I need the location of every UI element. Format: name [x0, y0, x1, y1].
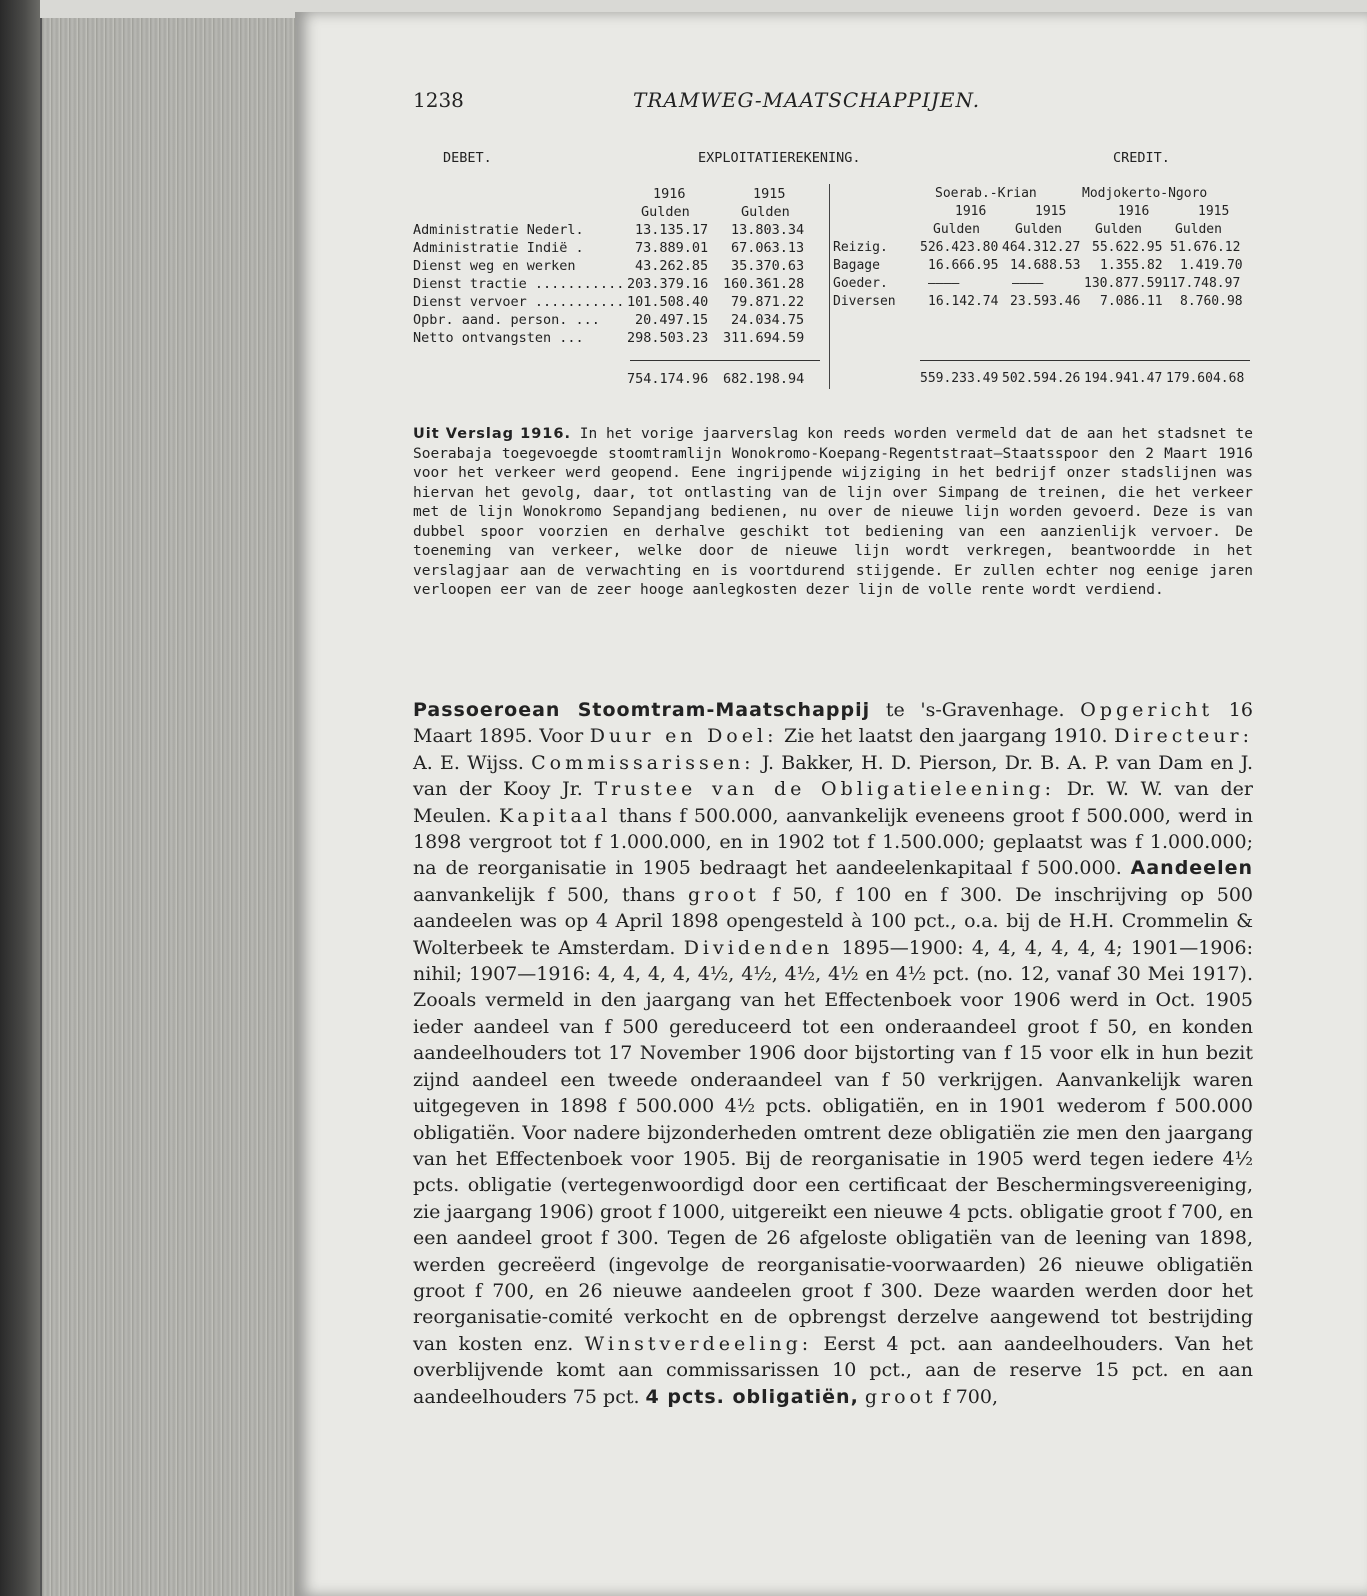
credit-unit: Gulden: [933, 222, 980, 237]
credit-value: 16.142.74: [928, 294, 999, 309]
credit-row: [830, 293, 1250, 311]
book-spine-edge: [0, 0, 40, 1596]
credit-heading: CREDIT.: [1113, 150, 1170, 166]
debet-value: 67.063.13: [731, 240, 805, 256]
report-text: In het vorige jaarverslag kon reeds worden vermeld dat de aan het stadsnet te Soerabaja toegevoegde stoomtramlijn Wonokromo-Koepang-Regentstraat—Staatsspoor den 2 Maart 1916 voor het verkeer werd geopend. Eene ingrijpende wijziging in het bedrijf onzer stadslijnen was hiervan het gevolg, daar, tot ontlasting van de lijn over Simpang de treinen, die het verkeer met de lijn Wonokromo Sepandjang bedienen, nu over de nieuwe lijn worden gevoerd. Deze is van dubbel spoor voorzien en derhalve geschikt tot bediening van een aanzienlijk vervoer. De toeneming van verkeer, welke door de nieuwe lijn wordt verkregen, beantwoordde in het verslagjaar aan de verwachting en is voortdurend stijgende. Er zullen echter nog eenige jaren verloopen eer van de zeer hooge aanlegkosten dezer lijn de volle rente wordt verdiend.: [413, 426, 1253, 598]
entry-text: 16 Maart 1895. Voor: [413, 699, 1253, 748]
debet-value: 24.034.75: [731, 312, 805, 328]
debet-label: Opbr. aand. person. ...: [413, 312, 600, 328]
credit-total-row: [830, 370, 1250, 388]
credit-unit: Gulden: [1095, 222, 1142, 237]
credit-table: [830, 185, 1250, 311]
credit-unit: Gulden: [1015, 222, 1062, 237]
debet-year: 1916: [653, 186, 686, 202]
credit-label: Goeder.: [833, 276, 888, 291]
entry-text: aanvankelijk f 500, thans: [413, 883, 689, 906]
entry-keyword: Trustee van de Obligatieleening:: [594, 778, 1056, 801]
debet-value: 311.694.59: [723, 330, 805, 346]
credit-value: 1.419.70: [1180, 258, 1243, 273]
credit-total: 559.233.49: [920, 371, 999, 386]
debet-label: Netto ontvangsten ...: [413, 330, 584, 346]
credit-label: Diversen: [833, 294, 896, 309]
entry-keyword: Winstverdeeling:: [584, 1332, 813, 1355]
credit-label: Bagage: [833, 258, 880, 273]
entry-keyword: Opgericht: [1080, 699, 1214, 721]
entry-text: Zie het laatst den jaargang 1910.: [777, 725, 1115, 748]
debet-row: [413, 329, 820, 347]
debet-label: Dienst vervoer ...........: [413, 294, 625, 310]
debet-unit: Gulden: [741, 204, 790, 220]
debet-value: 20.497.15: [635, 312, 709, 328]
debet-value: 43.262.85: [635, 258, 709, 274]
debet-value: 35.370.63: [731, 258, 805, 274]
entry-keyword: Duur en Doel:: [589, 725, 778, 748]
debet-total: 754.174.96: [627, 371, 709, 387]
credit-value: 130.877.59: [1084, 276, 1163, 291]
credit-value: 464.312.27: [1002, 240, 1081, 255]
debet-row: [413, 311, 820, 329]
credit-value: 16.666.95: [928, 258, 999, 273]
entry-keyword: Directeur:: [1114, 725, 1253, 748]
credit-year-row: [830, 203, 1250, 221]
debet-row: [413, 293, 820, 311]
entry-text: 1895—1900: 4, 4, 4, 4, 4, 4; 1901—1906: nihil; 1907—1916: 4, 4, 4, 4, 4½, 4½, 4½, 4½ en 4½ pct. (no. 12, vanaf 30 Mei 1917). Zooals vermeld in den jaargang van het Effectenboek voor 1906 werd in Oct. 1905 ieder aandeel van f 500 gereduceerd tot een onderaandeel groot f 50, en konden aandeelhouders tot 17 November 1906 door bijstorting van f 15 voor elk in hun bezit zijnd aandeel een tweede onderaandeel van f 50 verkrijgen. Aanvankelijk waren uitgegeven in 1898 f 500.000 4½ pcts. obligatiën, en in 1901 wederom f 500.000 obligatiën. Voor nadere bijzonderheden omtrent deze obligatiën zie men den jaargang van het Effectenboek voor 1905. Bij de reorganisatie in 1905 werd tegen iedere 4½ pcts. obligatie (vertegenwoordigd door een certificaat der Beschermingsvereeniging, zie jaargang 1906) groot f 1000, uitgereikt een nieuwe 4 pcts. obligatie groot f 700, en een aandeel groot f 300. Tegen de 26 afgeloste obligatiën van de leening van 1898, werden gecreëerd (ingevolge de reorganisatie-voorwaarden) 26 nieuwe obligatiën groot f 700, en 26 nieuwe aandeelen groot f 300. Deze waarden werden door het reorganisatie-comité verkocht en de opbrengst derzelve aangewend tot bestrijding van kosten enz.: [413, 936, 1253, 1355]
credit-year: 1916: [1118, 204, 1150, 219]
credit-value: 526.423.80: [920, 240, 999, 255]
entry-text: A. E. Wijss.: [413, 751, 532, 774]
credit-total: 502.594.26: [1002, 371, 1081, 386]
credit-totals: [830, 370, 1250, 388]
debet-value: 298.503.23: [627, 330, 709, 346]
page-number: 1238: [413, 88, 464, 112]
entry-text: f 700,: [936, 1385, 999, 1408]
credit-value: ————: [1012, 276, 1044, 291]
entry-bold-keyword: Aandeelen: [1130, 857, 1253, 880]
debet-value: 203.379.16: [627, 276, 709, 292]
page-stack: [40, 18, 297, 1596]
credit-sum-rule: [920, 360, 1250, 361]
credit-value: 8.760.98: [1180, 294, 1243, 309]
entry-keyword: groot: [688, 883, 760, 906]
credit-label: Reizig.: [833, 240, 888, 255]
debet-value: 13.803.34: [731, 222, 805, 238]
debet-label: Administratie Indië .: [413, 240, 584, 256]
credit-row: [830, 239, 1250, 257]
credit-year: 1916: [955, 204, 987, 219]
entry-text: f 50, f 100 en f 300. De inschrijving op 500 aandeelen was op 4 April 1898 opengesteld à 100 pct., o.a. bij de H.H. Crommelin & Wolterbeek te Amsterdam.: [413, 883, 1253, 959]
credit-value: 51.676.12: [1170, 240, 1241, 255]
credit-year: 1915: [1198, 204, 1230, 219]
entry-text: Eerst 4 pct. aan aandeelhouders. Van het overblijvende komt aan commissarissen 10 pct., aan de reserve 15 pct. en aan aandeelhouders 75 pct.: [413, 1332, 1253, 1408]
debet-unit-row: [413, 203, 820, 221]
entry-keyword: Kapitaal: [499, 804, 612, 827]
debet-label: Dienst weg en werken: [413, 258, 576, 274]
credit-total: 179.604.68: [1166, 371, 1245, 386]
credit-value: ————: [928, 276, 960, 291]
entry-text: J. Bakker, H. D. Pierson, Dr. B. A. P. van Dam en J. van der Kooy Jr.: [413, 751, 1253, 801]
credit-value: 23.593.46: [1010, 294, 1081, 309]
annual-report-excerpt: [413, 425, 1253, 601]
debet-year: 1915: [753, 186, 786, 202]
debet-totals: [413, 370, 820, 388]
debet-row: [413, 221, 820, 239]
debet-row: [413, 257, 820, 275]
credit-value: 1.355.82: [1100, 258, 1163, 273]
debet-heading: DEBET.: [443, 150, 492, 166]
entry-keyword: Commissarissen:: [531, 751, 755, 774]
debet-total: 682.198.94: [723, 371, 805, 387]
credit-group-title: Soerab.-Krian: [935, 186, 1037, 201]
running-title: TRAMWEG-MAATSCHAPPIJEN.: [633, 88, 981, 112]
debet-row: [413, 275, 820, 293]
credit-value: 117.748.97: [1162, 276, 1241, 291]
debet-table: [413, 185, 820, 347]
entry-bold-keyword: 4 pcts. obligatiën,: [645, 1385, 859, 1408]
credit-row: [830, 275, 1250, 293]
entry-text: te 's-Gravenhage.: [870, 699, 1081, 721]
debet-value: 101.508.40: [627, 294, 709, 310]
page-header: [413, 88, 1243, 118]
entry-keyword: Dividenden: [683, 936, 834, 959]
debet-value: 13.135.17: [635, 222, 709, 238]
entry-text: Dr. W. W. van der Meulen.: [413, 778, 1253, 827]
credit-unit-row: [830, 221, 1250, 239]
debet-year-row: [413, 185, 820, 203]
debet-value: 79.871.22: [731, 294, 805, 310]
debet-sum-rule: [630, 360, 820, 361]
entry-text: thans f 500.000, aanvankelijk eveneens groot f 500.000, werd in 1898 vergroot tot f 1.000.000, en in 1902 tot f 1.500.000; geplaatst was f 1.000.000; na de reorganisatie in 1905 bedraagt het aandeelenkapitaal f 500.000.: [413, 804, 1253, 880]
credit-value: 14.688.53: [1010, 258, 1081, 273]
credit-value: 7.086.11: [1100, 294, 1163, 309]
debet-row: [413, 239, 820, 257]
credit-row: [830, 257, 1250, 275]
company-name: Passoeroean Stoomtram-Maatschappij: [413, 699, 871, 721]
credit-unit: Gulden: [1175, 222, 1222, 237]
debet-label: Administratie Nederl.: [413, 222, 584, 238]
credit-group-row: [830, 185, 1250, 203]
entry-keyword: groot: [864, 1385, 937, 1408]
company-entry: [413, 697, 1253, 1410]
credit-value: 55.622.95: [1092, 240, 1163, 255]
debet-value: 73.889.01: [635, 240, 709, 256]
debet-unit: Gulden: [641, 204, 690, 220]
credit-year: 1915: [1035, 204, 1067, 219]
credit-total: 194.941.47: [1084, 371, 1163, 386]
debet-label: Dienst tractie ...........: [413, 276, 625, 292]
credit-group-title: Modjokerto-Ngoro: [1082, 186, 1208, 201]
table-title: EXPLOITATIEREKENING.: [698, 150, 861, 166]
report-lead: Uit Verslag 1916.: [413, 426, 571, 442]
debet-value: 160.361.28: [723, 276, 805, 292]
debet-total-row: [413, 370, 820, 388]
